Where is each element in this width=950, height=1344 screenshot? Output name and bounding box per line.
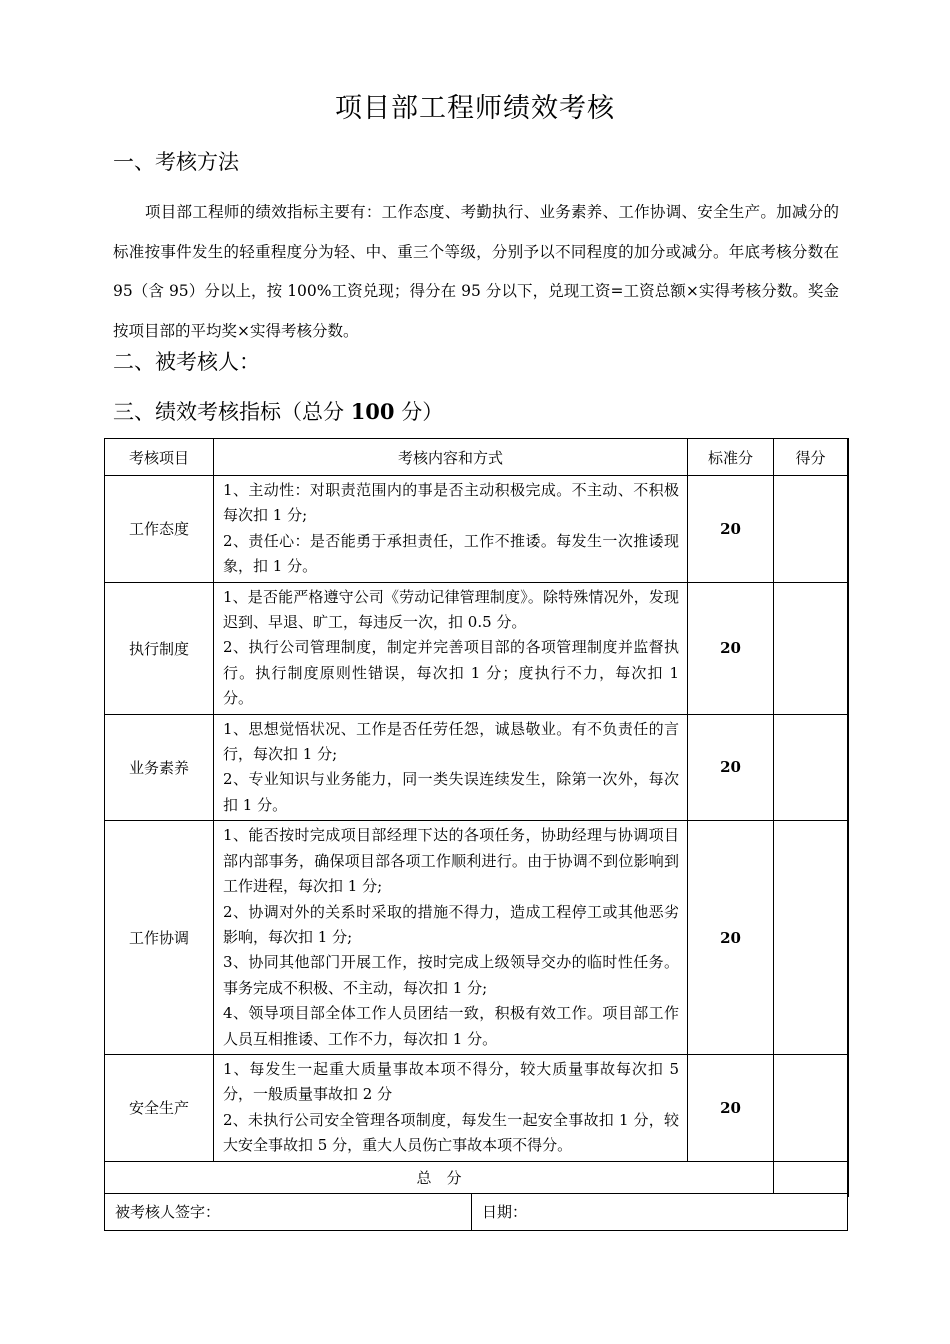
content-line: 3、协同其他部门开展工作，按时完成上级领导交办的临时性任务。事务完成不积极、不主动，每次扣 1 分; <box>223 953 680 997</box>
row-standard-score: 20 <box>688 476 774 583</box>
row-standard-score: 20 <box>688 582 774 714</box>
section-heading-method: 一、考核方法 <box>113 150 239 174</box>
indicators-heading-suffix: 分） <box>394 400 444 424</box>
assessment-table <box>104 438 848 1231</box>
table-header-row <box>105 439 848 476</box>
content-line: 2、专业知识与业务能力，同一类失误连续发生，除第一次外，每次扣 1 分。 <box>223 770 680 814</box>
row-content <box>214 582 688 714</box>
row-score-cell[interactable] <box>774 1054 848 1161</box>
content-line: 1、主动性：对职责范围内的事是否主动积极完成。不主动、不积极每次扣 1 分; <box>223 481 680 525</box>
row-content <box>214 476 688 583</box>
table-row <box>105 476 848 583</box>
total-row <box>105 1161 848 1193</box>
signature-label[interactable]: 被考核人签字： <box>105 1193 472 1230</box>
table-row <box>105 821 848 1055</box>
date-label[interactable]: 日期： <box>472 1193 848 1230</box>
table-row <box>105 1054 848 1161</box>
row-content <box>214 714 688 821</box>
content-line: 2、协调对外的关系时采取的措施不得力，造成工程停工或其他恶劣影响，每次扣 1 分; <box>223 902 680 946</box>
content-line: 1、能否按时完成项目部经理下达的各项任务，协助经理与协调项目部内部事务，确保项目部各项工作顺利进行。由于协调不到位影响到工作进程，每次扣 1 分; <box>223 826 680 896</box>
content-line: 2、未执行公司安全管理各项制度，每发生一起安全事故扣 1 分，较大安全事故扣 5 分，重大人员伤亡事故本项不得分。 <box>223 1110 680 1155</box>
row-content <box>214 1054 688 1161</box>
total-value-cell[interactable] <box>774 1161 848 1193</box>
indicators-heading-total: 100 <box>350 399 395 424</box>
row-item: 工作态度 <box>105 476 214 583</box>
content-line: 2、责任心：是否能勇于承担责任，工作不推诿。每发生一次推诿现象，扣 1 分。 <box>223 531 680 576</box>
content-line: 1、思想觉悟状况、工作是否任劳任怨，诚恳敬业。有不负责任的言行，每次扣 1 分; <box>223 719 680 764</box>
header-content: 考核内容和方式 <box>214 439 688 476</box>
content-line: 1、每发生一起重大质量事故本项不得分，较大质量事故每次扣 5 分，一般质量事故扣 2 分 <box>223 1059 680 1104</box>
row-item: 工作协调 <box>105 821 214 1055</box>
table-row <box>105 714 848 821</box>
section-heading-indicators <box>113 396 443 426</box>
content-line: 4、领导项目部全体工作人员团结一致，积极有效工作。项目部工作人员互相推诿、工作不力，每次扣 1 分。 <box>223 1004 680 1048</box>
row-standard-score: 20 <box>688 821 774 1055</box>
row-score-cell[interactable] <box>774 714 848 821</box>
table-row <box>105 582 848 714</box>
row-standard-score: 20 <box>688 714 774 821</box>
row-item: 安全生产 <box>105 1054 214 1161</box>
row-item: 业务素养 <box>105 714 214 821</box>
content-line: 2、执行公司管理制度，制定并完善项目部的各项管理制度并监督执行。执行制度原则性错误，每次扣 1 分；度执行不力，每次扣 1 分。 <box>223 638 680 708</box>
row-score-cell[interactable] <box>774 476 848 583</box>
header-item: 考核项目 <box>105 439 214 476</box>
section-heading-assessee: 二、被考核人： <box>113 350 260 374</box>
row-score-cell[interactable] <box>774 821 848 1055</box>
header-score: 得分 <box>774 439 848 476</box>
row-content <box>214 821 688 1055</box>
row-item: 执行制度 <box>105 582 214 714</box>
row-standard-score: 20 <box>688 1054 774 1161</box>
row-score-cell[interactable] <box>774 582 848 714</box>
indicators-heading-prefix: 三、绩效考核指标（总分 <box>113 400 351 424</box>
content-line: 1、是否能严格遵守公司《劳动记律管理制度》。除特殊情况外，发现迟到、早退、旷工，每违反一次，扣 0.5 分。 <box>223 587 680 632</box>
method-paragraph: 项目部工程师的绩效指标主要有：工作态度、考勤执行、业务素养、工作协调、安全生产。加减分的标准按事件发生的轻重程度分为轻、中、重三个等级，分别予以不同程度的加分或减分。年底考核分数在 95（含 95）分以上，按 100%工资兑现；得分在 95 分以下，兑现工资=工资总额×实得考核分数。奖金按项目部的平均奖×实得考核分数。 <box>113 203 839 340</box>
table-right-border <box>848 438 849 1197</box>
header-standard: 标准分 <box>688 439 774 476</box>
total-label: 总 分 <box>105 1161 774 1193</box>
document-title: 项目部工程师绩效考核 <box>335 93 615 124</box>
signature-row <box>105 1193 848 1230</box>
